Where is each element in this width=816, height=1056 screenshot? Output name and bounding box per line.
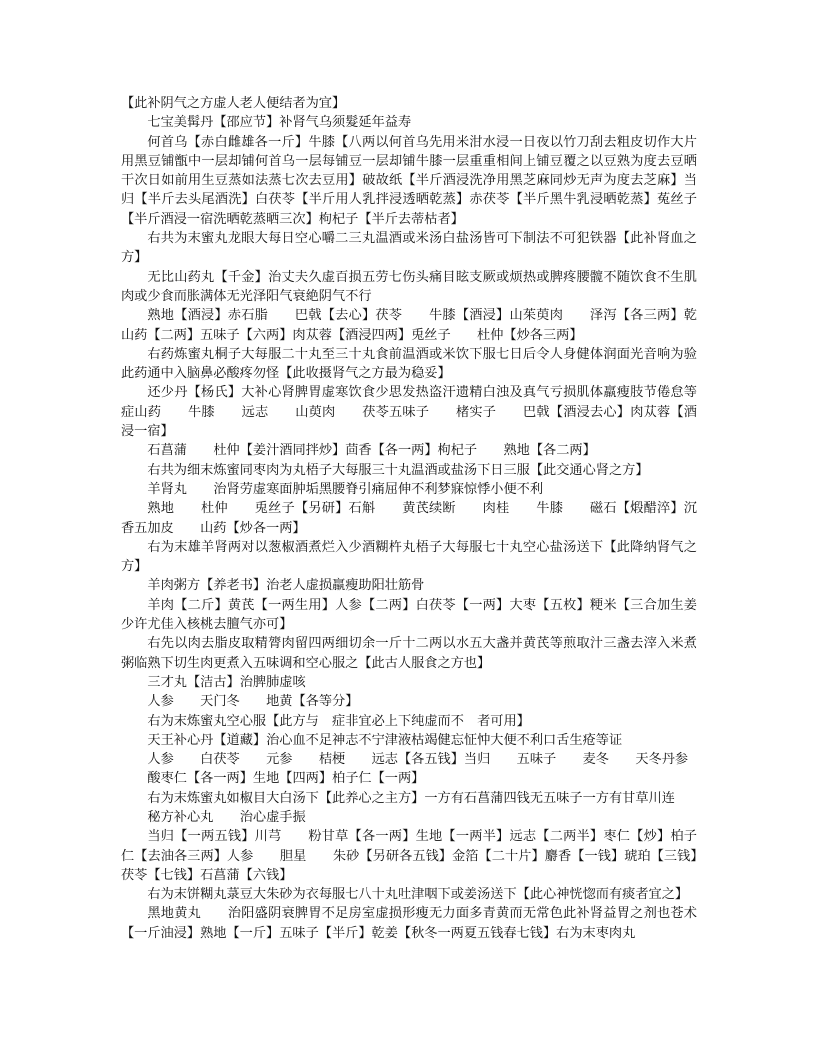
paragraph: 石菖蒲 杜仲【姜汁酒同拌炒】茴香【各一两】枸杞子 熟地【各二两】 <box>147 443 596 459</box>
paragraph: 还少丹【杨氏】大补心肾脾胃虚寒饮食少思发热盗汗遗精白浊及真气亏损肌体羸瘦肢节倦怠等症山药 牛膝 远志 山萸肉 茯苓五味子 楮实子 巴戟【酒浸去心】肉苁蓉【酒浸一宿】 <box>121 385 697 440</box>
paragraph: 七宝美髯丹【邵应节】补肾气乌须髮延年益寿 <box>147 115 412 131</box>
paragraph: 秘方补心丸 治心虚手振 <box>147 809 306 825</box>
paragraph: 右药炼蜜丸桐子大每服二十丸至三十丸食前温酒或米饮下服七日后令人身健体润面光音响为验此药通中入脑鼻必酸疼勿怪【此收摄肾气之方最为稳妥】 <box>121 346 697 382</box>
paragraph: 熟地【酒浸】赤石脂 巴戟【去心】茯苓 牛膝【酒浸】山茱萸肉 泽泻【各三两】乾山药【二两】五味子【六两】肉苁蓉【酒浸四两】兎丝子 杜仲【炒各三两】 <box>121 308 697 343</box>
paragraph: 人参 天门冬 地黄【各等分】 <box>147 694 359 710</box>
paragraph: 右共为末蜜丸龙眼大每日空心嚼二三丸温酒或米汤白盐汤皆可下制法不可犯铁器【此补肾血之方】 <box>121 231 697 266</box>
paragraph: 右为末饼糊丸菉豆大朱砂为衣每服七八十丸吐津咽下或姜汤送下【此心神恍惚而有痰者宜之】 <box>147 887 689 903</box>
paragraph: 右共为细末炼蜜同枣肉为丸梧子大每服三十丸温酒或盐汤下日三服【此交通心肾之方】 <box>147 462 649 478</box>
document-page <box>121 94 697 943</box>
paragraph: 右为末雄羊肾两对以葱椒酒煮烂入少酒糊杵丸梧子大每服七十丸空心盐汤送下【此降纳肾气之方】 <box>121 539 697 575</box>
paragraph: 人参 白茯苓 元参 桔梗 远志【各五钱】当归 五味子 麦冬 天冬丹参 <box>147 752 689 768</box>
paragraph: 右先以肉去脂皮取精膂肉留四两细切余一斤十二两以水五大盏并黄芪等煎取汁三盏去滓入米煮粥临熟下切生肉更煮入五味调和空心服之【此古人服食之方也】 <box>121 636 697 671</box>
paragraph: 酸枣仁【各一两】生地【四两】柏子仁【一两】 <box>147 771 425 787</box>
paragraph: 黑地黄丸 治阳盛阴衰脾胃不足房室虚损形瘦无力面多青黄而无常色此补肾益胃之剂也苍术【一斤油浸】熟地【一斤】五味子【半斤】乾姜【秋冬一两夏五钱春七钱】右为末枣肉丸 <box>121 906 697 941</box>
paragraph: 羊肾丸 治肾劳虚寒面肿垢黑腰脊引痛屈伸不利梦寐惊悸小便不利 <box>147 481 544 497</box>
paragraph: 无比山药丸【千金】治丈夫久虚百损五劳七伤头痛目眩支厥或烦热或脾疼腰髋不随饮食不生肌肉或少食而胀满体无光泽阳气衰絶阴气不行 <box>121 269 697 304</box>
paragraph: 何首乌【赤白雌雄各一斤】牛膝【八两以何首乌先用米泔水浸一日夜以竹刀刮去粗皮切作大片用黑豆铺甑中一层却铺何首乌一层每铺豆一层却铺牛膝一层重重相间上铺豆覆之以豆熟为度去豆晒干次日如前用生豆蒸如法蒸七次去豆用】破故纸【半斤酒浸洗净用黑芝麻同炒无声为度去芝麻】当归【半斤去头尾酒洗】白茯苓【半斤用人乳拌浸透晒乾蒸】赤茯苓【半斤黑牛乳浸晒乾蒸】菟丝子【半斤酒浸一宿洗晒乾蒸晒三次】枸杞子【半斤去蒂枯者】 <box>121 134 697 227</box>
paragraph: 羊肉粥方【养老书】治老人虚损羸瘦助阳壮筋骨 <box>147 578 425 594</box>
paragraph: 羊肉【二斤】黄芪【一两生用】人参【二两】白茯苓【一两】大枣【五枚】粳米【三合加生姜少许尤佳入核桃去膻气亦可】 <box>121 597 697 633</box>
paragraph: 熟地 杜仲 兎丝子【另研】石斛 黄芪续断 肉桂 牛膝 磁石【煅醋淬】沉香五加皮 山药【炒各一两】 <box>121 501 697 536</box>
paragraph: 三才丸【洁古】治脾肺虚咳 <box>147 674 306 690</box>
paragraph: 当归【一两五钱】川芎 粉甘草【各一两】生地【一两半】远志【二两半】枣仁【炒】柏子仁【去油各三两】人参 胆星 朱砂【另研各五钱】金箔【二十片】麝香【一钱】琥珀【三钱】茯苓【七钱】石菖蒲【六钱】 <box>121 829 697 883</box>
paragraph: 右为末炼蜜丸如椒目大白汤下【此养心之主方】一方有石菖蒲四钱无五味子一方有甘草川连 <box>147 790 675 806</box>
paragraph: 天王补心丹【道藏】治心血不足神志不宁津液枯竭健忘怔忡大便不利口舌生疮等证 <box>147 732 623 748</box>
paragraph: 【此补阴气之方虚人老人便结者为宜】 <box>121 96 346 111</box>
paragraph: 右为末炼蜜丸空心服【此方与 症非宜必上下纯虚而不 者可用】 <box>147 713 530 729</box>
